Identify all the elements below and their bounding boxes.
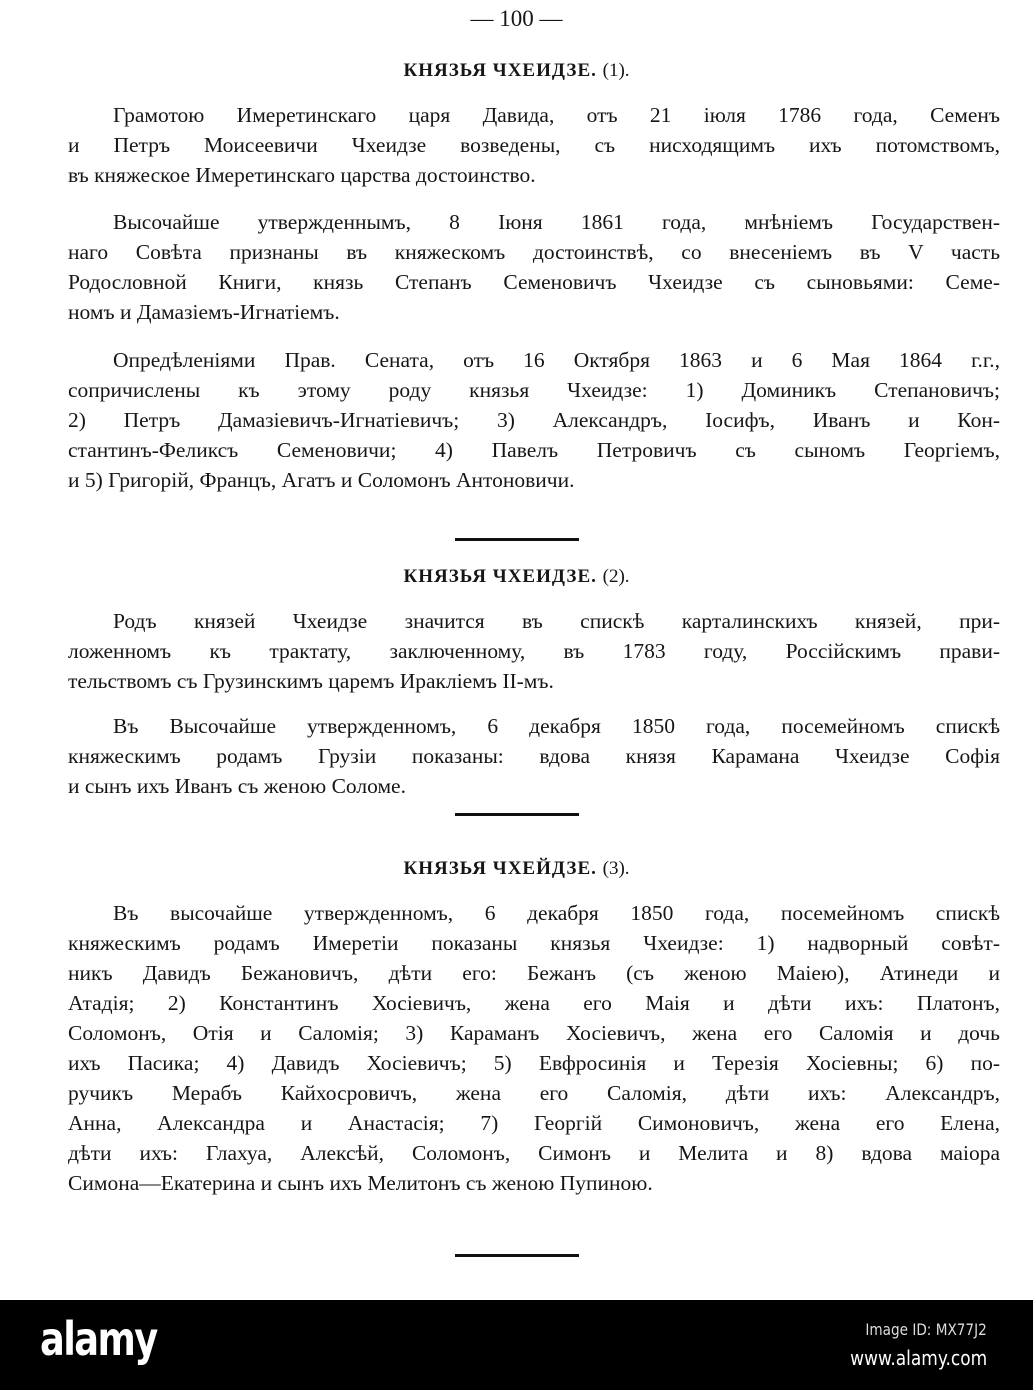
text-line: сопричислены къ этому роду князья Чхеидзе: 1) Доминикъ Степановичъ; [68, 378, 1000, 402]
text-line: Родъ князей Чхеидзе значится въ спискѣ карталинскихъ князей, при- [113, 609, 1000, 633]
text-line: номъ и Дамазіемъ-Игнатіемъ. [68, 300, 340, 324]
page-number: — 100 — [470, 6, 563, 31]
paragraph [68, 711, 1000, 801]
section-divider [455, 1254, 579, 1257]
section-number: (1). [602, 60, 630, 81]
section-title: КНЯЗЬЯ ЧХЕИДЗЕ. [403, 60, 597, 81]
section-divider [455, 538, 579, 541]
section-number: (3). [602, 858, 630, 879]
text-line: княжескимъ родамъ Имеретіи показаны князья Чхеидзе: 1) надворный совѣт- [68, 931, 1000, 955]
section-divider [455, 813, 579, 816]
text-line: и сынъ ихъ Иванъ съ женою Соломе. [68, 774, 406, 798]
section-number: (2). [602, 566, 630, 587]
section-heading-3 [0, 858, 1033, 880]
text-line: Анна, Александра и Анастасія; 7) Георгій Симоновичъ, жена его Елена, [68, 1111, 1000, 1135]
text-line: тельствомъ съ Грузинскимъ царемъ Иракліемъ II-мъ. [68, 669, 554, 693]
text-line: 2) Петръ Дамазіевичъ-Игнатіевичъ; 3) Александръ, Іосифъ, Иванъ и Кон- [68, 408, 1000, 432]
image-id: Image ID: MX77J2 [865, 1320, 987, 1339]
text-line: Опредѣленіями Прав. Сената, отъ 16 Октября 1863 и 6 Мая 1864 г.г., [113, 348, 1000, 372]
watermark-bar [0, 1300, 1033, 1390]
text-line: Соломонъ, Отія и Саломія; 3) Караманъ Хосіевичъ, жена его Саломія и дочь [68, 1021, 1000, 1045]
text-line: наго Совѣта признаны въ княжескомъ достоинствѣ, со внесеніемъ въ V часть [68, 240, 1000, 264]
text-line: ложенномъ къ трактату, заключенному, въ 1783 году, Россійскимъ прави- [68, 639, 1000, 663]
section-title: КНЯЗЬЯ ЧХЕИДЗЕ. [403, 566, 597, 587]
text-line: Высочайше утвержденнымъ, 8 Іюня 1861 года, мнѣніемъ Государствен- [113, 210, 1000, 234]
alamy-logo: alamy [40, 1312, 157, 1366]
text-line: ихъ Пасика; 4) Давидъ Хосіевичъ; 5) Евфросинія и Терезія Хосіевны; 6) по- [68, 1051, 1000, 1075]
section-heading-1 [0, 60, 1033, 82]
watermark-url: www.alamy.com [849, 1346, 987, 1370]
text-line: никъ Давидъ Бежановичъ, дѣти его: Бежанъ (съ женою Маіею), Атинеди и [68, 961, 1000, 985]
text-line: Въ Высочайше утвержденномъ, 6 декабря 1850 года, посемейномъ спискѣ [113, 714, 1000, 738]
paragraph [68, 898, 1000, 1198]
section-heading-2 [0, 566, 1033, 588]
section-title: КНЯЗЬЯ ЧХЕЙДЗЕ. [403, 858, 597, 879]
text-line: княжескимъ родамъ Грузіи показаны: вдова князя Карамана Чхеидзе Софія [68, 744, 1000, 768]
text-line: дѣти ихъ: Глахуа, Алексѣй, Соломонъ, Симонъ и Мелита и 8) вдова маіора [68, 1141, 1000, 1165]
text-line: въ княжеское Имеретинскаго царства достоинство. [68, 163, 536, 187]
text-line: ручикъ Мерабъ Кайхосровичъ, жена его Саломія, дѣти ихъ: Александръ, [68, 1081, 1000, 1105]
text-line: Въ высочайше утвержденномъ, 6 декабря 1850 года, посемейномъ спискѣ [113, 901, 1000, 925]
text-line: Симона—Екатерина и сынъ ихъ Мелитонъ съ женою Пупиною. [68, 1171, 653, 1195]
text-line: Грамотою Имеретинскаго царя Давида, отъ 21 іюля 1786 года, Семенъ [113, 103, 1000, 127]
text-line: стантинъ-Феликсъ Семеновичи; 4) Павелъ Петровичъ съ сыномъ Георгіемъ, [68, 438, 1000, 462]
paragraph [68, 100, 1000, 190]
paragraph [68, 606, 1000, 696]
paragraph [68, 345, 1000, 495]
text-line: и Петръ Моисеевичи Чхеидзе возведены, съ нисходящимъ ихъ потомствомъ, [68, 133, 1000, 157]
text-line: Атадія; 2) Константинъ Хосіевичъ, жена его Маія и дѣти ихъ: Платонъ, [68, 991, 1000, 1015]
text-line: и 5) Григорій, Францъ, Агатъ и Соломонъ Антоновичи. [68, 468, 575, 492]
text-line: Родословной Книги, князь Степанъ Семеновичъ Чхеидзе съ сыновьями: Семе- [68, 270, 1000, 294]
paragraph [68, 207, 1000, 327]
